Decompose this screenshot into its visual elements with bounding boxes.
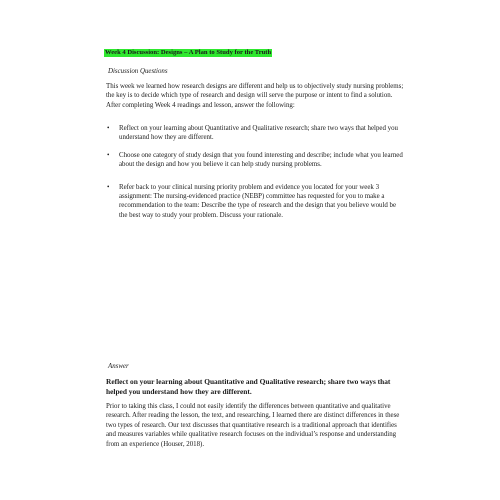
question-text: Reflect on your learning about Quantitative and Qualitative research; share two ways that helped you understand how they are different. <box>119 125 398 142</box>
list-item <box>106 183 406 221</box>
bullet-icon: • <box>107 151 110 159</box>
list-item <box>106 124 406 143</box>
bullet-icon: • <box>107 183 110 191</box>
list-item <box>106 151 406 170</box>
question-list <box>106 124 406 220</box>
intro-paragraph: This week we learned how research designs are different and help us to objectively study nursing problems; the key is to decide which type of research and design will serve the purpose or intent to find a solution. After completing Week 4 readings and lesson, answer the following: <box>106 83 404 109</box>
answer-heading: Reflect on your learning about Quantitative and Qualitative research; share two ways that helped you understand how they are different. <box>106 377 391 396</box>
document-title: Week 4 Discussion: Designs – A Plan to Study for the Truth <box>105 49 272 56</box>
answer-paragraph: Prior to taking this class, I could not easily identify the differences between quantitative and qualitative research. After reading the lesson, the text, and researching, I learned there are distinct differences in these two types of research. Our text discusses that quantitative research is a traditional approach that identifies and measures variables while qualitative research focuses on the individual’s response and understanding from an experience (Houser, 2018). <box>106 403 400 448</box>
section-heading: Discussion Questions <box>108 68 168 75</box>
bullet-icon: • <box>107 125 110 132</box>
question-text: Choose one category of study design that you found interesting and describe; include what you learned about the design and how you believe it can help study nursing problems. <box>119 151 403 169</box>
answer-label: Answer <box>108 363 129 370</box>
question-text: Refer back to your clinical nursing priority problem and evidence you located for your week 3 assignment: The nursing-evidenced practice (NEBP) committee has requested for you to make a recommendation to the team: Describe the type of research and the design that you believe would be the best way to study your problem. Discuss your rationale. <box>119 183 397 219</box>
